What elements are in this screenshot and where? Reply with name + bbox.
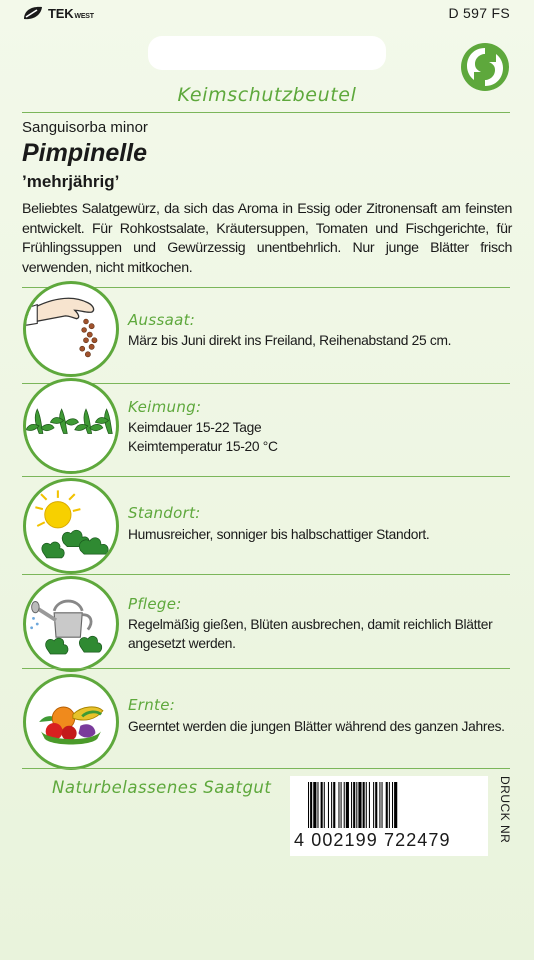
divider bbox=[22, 574, 510, 575]
step-text-pflege: Regelmäßig gießen, Blüten ausbrechen, damit reichlich Blätter angesetzt werden. bbox=[128, 617, 493, 651]
divider bbox=[22, 768, 510, 769]
step-title-keimung: Keimung: bbox=[128, 398, 202, 416]
harvest-basket-icon bbox=[23, 674, 119, 770]
leaf-logo-icon bbox=[22, 5, 44, 21]
brand-logo bbox=[22, 5, 94, 21]
watering-can-icon bbox=[23, 576, 119, 672]
step-title-ernte: Ernte: bbox=[128, 696, 176, 714]
step-text-ernte: Geerntet werden die jungen Blätter während des ganzen Jahres. bbox=[128, 719, 505, 734]
step-text-aussaat: März bis Juni direkt ins Freiland, Reihenabstand 25 cm. bbox=[128, 333, 452, 348]
footer-slogan: Naturbelassenes Saatgut bbox=[52, 778, 272, 797]
sun-plants-icon bbox=[23, 478, 119, 574]
plant-variety: ’mehrjährig’ bbox=[22, 172, 120, 191]
section-title: Keimschutzbeutel bbox=[177, 84, 357, 106]
plant-name: Pimpinelle bbox=[22, 139, 148, 167]
step-text-keimung: Keimdauer 15-22 Tage Keimtemperatur 15-20 °C bbox=[128, 420, 278, 454]
latin-name: Sanguisorba minor bbox=[22, 119, 148, 136]
brand-name: TEKWEST bbox=[48, 5, 94, 21]
blank-label-area bbox=[148, 36, 386, 70]
print-number-label: DRUCK NR bbox=[498, 776, 512, 844]
step-title-aussaat: Aussaat: bbox=[128, 311, 196, 329]
divider bbox=[22, 668, 510, 669]
barcode bbox=[290, 776, 488, 856]
article-code: D 597 FS bbox=[448, 5, 510, 21]
divider bbox=[22, 476, 510, 477]
sowing-hand-icon bbox=[23, 281, 119, 377]
barcode-number: 4 002199 722479 bbox=[294, 830, 451, 850]
divider bbox=[22, 112, 510, 113]
step-title-pflege: Pflege: bbox=[128, 595, 182, 613]
step-title-standort: Standort: bbox=[128, 504, 201, 522]
plant-description: Beliebtes Salatgewürz, da sich das Aroma in Essig oder Zitronensaft am feinsten entwickelt. Für Rohkostsalate, Kräutersuppen, Tomaten und Fischgerichte, für Frühlingssuppen und Gewürzessig unentbehrlich. Nur junge Blätter frisch verwenden, nicht mitkochen. bbox=[22, 201, 512, 276]
step-text-standort: Humusreicher, sonniger bis halbschattiger Standort. bbox=[128, 527, 430, 542]
seedlings-icon bbox=[23, 378, 119, 474]
barcode-bars bbox=[308, 782, 478, 828]
